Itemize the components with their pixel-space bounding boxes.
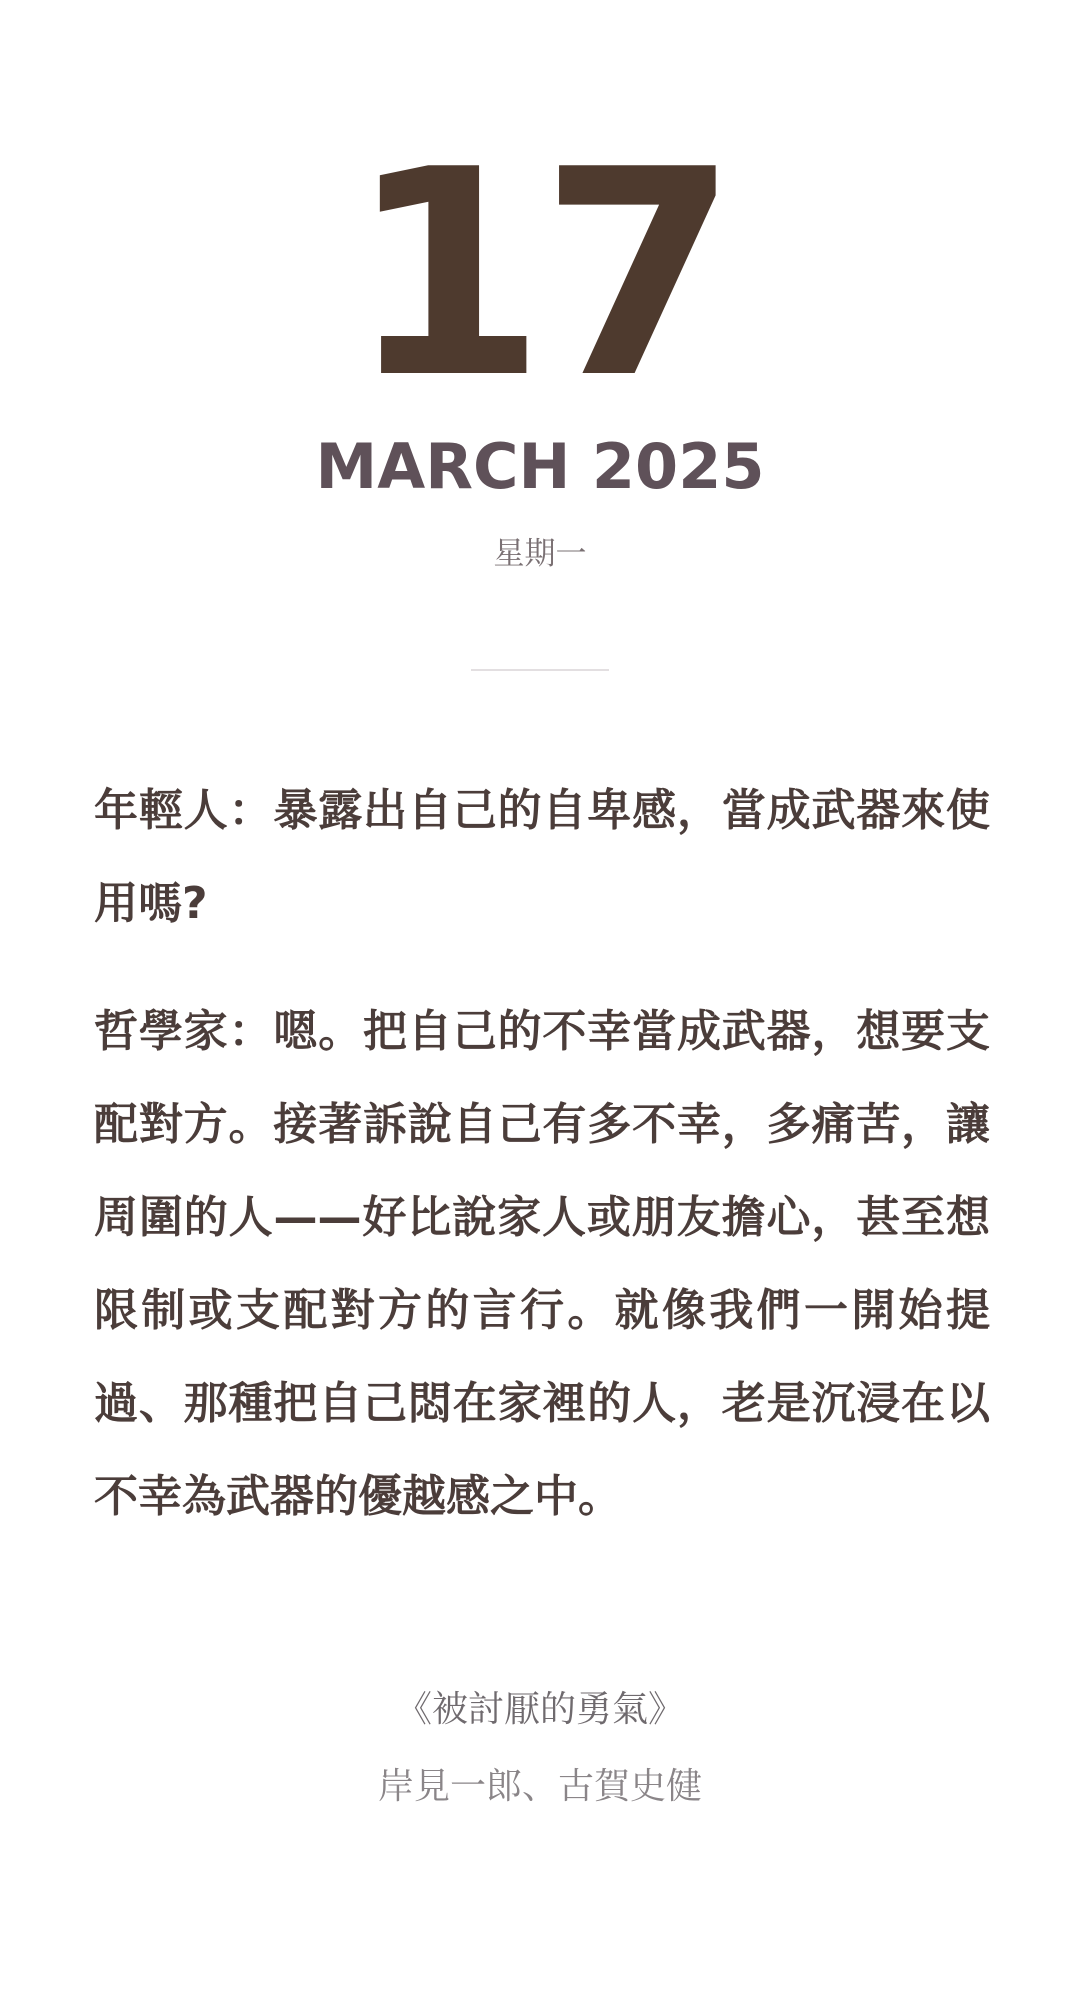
source-book-title: 《被討厭的勇氣》 [395, 1689, 684, 1730]
date-weekday: 星期一 [493, 536, 587, 572]
divider [471, 669, 609, 671]
source-authors: 岸見一郎、古賀史健 [377, 1766, 702, 1807]
quote-paragraph: 哲學家：嗯。把自己的不幸當成武器，想要支配對方。接著訴說自己有多不幸，多痛苦，讓周圍的人——好比說家人或朋友擔心，甚至想限制或支配對方的言行。就像我們一開始提過、那種把自己悶在家裡的人，老是沉浸在以不幸為武器的優越感之中。 [94, 1006, 990, 1522]
quote-body [94, 764, 990, 1543]
date-month-year: MARCH 2025 [315, 430, 765, 503]
date-day: 17 [347, 109, 733, 441]
quote-paragraph: 年輕人：暴露出自己的自卑感，當成武器來使用嗎? [94, 785, 990, 929]
